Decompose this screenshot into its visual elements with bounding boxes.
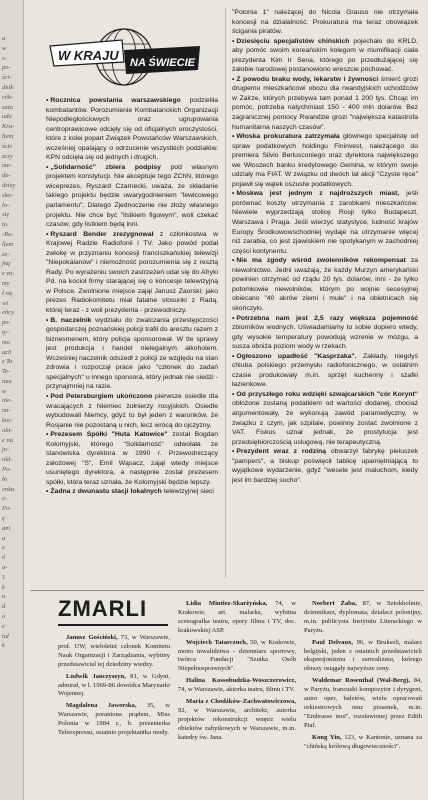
news-item [232, 390, 418, 447]
obituaries-column-3 [304, 600, 422, 796]
bullet-icon: • [46, 392, 49, 400]
news-item [232, 189, 418, 256]
gutter-fragment: o [2, 613, 6, 621]
gutter-fragment: kro- [2, 417, 13, 425]
obituary-entry [58, 702, 170, 738]
news-item [232, 132, 418, 189]
gutter-fragment: ści- [2, 74, 12, 82]
news-item-lead: B. naczelnik [50, 316, 92, 324]
obituary-text: 92, w Warszawie, architekt, autorka projektów rekonstrukcji wnętrz wielu obiektów zabytkowych w Warszawie, m.in. katedry św. Jana. [178, 706, 296, 741]
gutter-fragment: nau [2, 377, 12, 385]
obituary-entry [178, 639, 296, 675]
gutter-fragment: ltem [2, 132, 14, 140]
gutter-fragment: e za- [2, 270, 15, 278]
news-item [232, 447, 418, 485]
news-item-lead: Dziesięciu specjalistów chińskich [236, 37, 350, 45]
gutter-fragment: s- [2, 54, 7, 62]
gutter-fragment: w [2, 44, 7, 52]
news-item-text: obłożone zostaną podatkiem od wartości dodanej, chociaż argumentowały, że wykonują zawód paramedyczny, w związku z czym, jak szpitale, powinny zostać zwolnione z VAT. Fiskus uznał jednak, że prostytucja jest przedsiębiorczością uslugową, nie terapeutyczną. [232, 400, 418, 446]
bullet-icon: • [46, 316, 49, 324]
gutter-fragment: me- [2, 162, 12, 170]
obituary-entry [304, 600, 422, 636]
gutter-fragment: rób- [2, 93, 14, 101]
news-item-text: śmierć grozi drugiemu mieszkańcowi obozu dla rwandyjskich uchodźców w Zairze, których przebywa tam ponad 1 200 tys. Chcąc im pomóc, potrzeba natychmiast 150 - 400 mln dolarów. Bez zagranicznej pomocy Rwandzie grozi "największa katastrofa humanitarna naszych czasów". [232, 75, 418, 131]
gutter-fragment: -Ro- [2, 230, 14, 238]
obituary-name: Norbert Żaba, [312, 600, 357, 607]
obituary-entry [178, 600, 296, 636]
bullet-icon: • [232, 257, 235, 265]
gutter-fragment: e na [2, 436, 14, 444]
gutter-fragment: uda [2, 113, 12, 121]
obituary-text: 87, w Sztokholmie, dziennikarz, dyplomata, działacz polonijny, m.in. publicysta Instytutu Literackiego w Paryżu. [304, 600, 422, 634]
obituary-text: 123, w Kantonie, uznana za "chińską królową długowieczności". [304, 733, 422, 750]
gutter-fragment: nie- [2, 397, 13, 405]
gutter-fragment: ł się [2, 289, 13, 297]
gutter-fragment: ó [2, 554, 6, 562]
gutter-fragment: łn [2, 475, 8, 483]
gutter-fragment: llem [2, 240, 14, 248]
news-item-lead: Ryszard Bender zrezygnował [50, 230, 154, 238]
news-item-text: wydziału do zwalczania przestępczości gospodarczej poznańskiej policji trafił do aresztu razem z biznesmenem, który policja sponsorował. W tle sprawy jest produkcja i handel nielegalnym alkoholem. Wcześniej naczelnik odszedł z policji ze względu na stan zdrowia i rozpoczął prace jako "członek do zadań specjalnych" u innego sponsora, który jednak nie siedzi - przynajmniej na razie. [46, 316, 218, 391]
gutter-fragment: z Ta [2, 358, 13, 366]
news-item-text: zbiorników wodnych. Uświadamiamy to sobie dopiero wtedy, gdy wysokie temperatury powodują wzrenie w mózgu, a susza obniża poziom wody w rzekach. [232, 324, 418, 351]
gutter-fragment: Po- [2, 466, 12, 474]
bullet-icon: • [232, 75, 235, 83]
gutter-fragment: ze- [2, 250, 10, 258]
gutter-fragment: e- [2, 495, 8, 503]
gutter-fragment: Po- [2, 505, 12, 513]
gutter-fragment: my [2, 279, 10, 287]
bullet-icon: • [232, 352, 235, 360]
news-item-lead: Prezesem Spółki "Huta Katowice" [50, 431, 168, 439]
logo-text-1: W KRAJU [58, 48, 119, 63]
news-item [46, 230, 218, 316]
obituary-entry [58, 673, 170, 700]
gutter-fragment: mo [2, 338, 10, 346]
gutter-fragment: enka [2, 485, 15, 493]
obituary-entry [304, 734, 422, 752]
obituary-text: 50, w Krakowie, mono inwalidztwa - dzienniarz sportowy, twórca Fundacji "Szutka Osób Niepełnosprawnych". [178, 638, 296, 673]
news-item [46, 163, 218, 230]
globe-icon [44, 28, 204, 86]
news-item [46, 392, 218, 430]
obituary-name: Halina Kossobudzka-Woszczerowicz, [186, 677, 296, 685]
gutter-fragment: mi- [2, 407, 11, 415]
news-item-text: "Polonia 1" należącej do Nicola Grauso nie otrzymała koncesji na działalność. Prokuratura ma teraz obowiązek ścigania piratów. [232, 9, 418, 36]
gutter-fragment: d [2, 603, 6, 611]
obituary-entry [304, 677, 422, 730]
bullet-icon: • [232, 37, 235, 45]
obituary-text: 74, w Warszawie, aktorka teatru, filmu i TV. [178, 686, 295, 694]
gutter-fragment: jo- [2, 446, 10, 454]
obituary-text: 84, w Paryżu, francuski kompozytor i dyrygent, autor oper, baletów, wielu opracowań orkiestrowych oraz piosenek, m.in. "Embrasse moi", rozsławionej przez Edith Piaf. [304, 677, 422, 729]
news-item-lead: Włoska prokuratura zatrzymała [236, 133, 340, 141]
news-item-text: jeśli porównać koszty utrzymania z zarobkami mieszkańców. Niewiele wyprzedzają stolicę Rosji tylko Budapeszt, Warszawa i Praga. Jeśli wierzyć statystyce, ludność krajów Europy Środkowowschodniej wydaje na utrzymanie więcej niż zarabia, co jest zjawiskiem nie spotykanym w zachodniej części kontynentu. [232, 190, 418, 255]
news-item-text: pojechało do KRLD, aby pomóc swoim koreańskim kolegom w mumifikacji ciała prezydenta Kim Ir Sena, którego po przedłużającej się żałobie narodowej postanowiono wreszcie pochować. [232, 37, 418, 74]
news-item-lead: Ogłoszono upadłość "Kasprzaka". [236, 352, 357, 360]
gutter-fragment: e [2, 544, 5, 552]
bullet-icon: • [232, 133, 235, 141]
obituary-name: Kong Yin, [312, 733, 342, 741]
bullet-icon: • [46, 97, 49, 104]
obituary-entry [178, 698, 296, 743]
news-item-lead: Potrzebna nam jest 2,5 razy większa pojemność [236, 314, 418, 322]
obituary-name: Ludwik Janczyszyn, [66, 672, 126, 680]
gutter-fragment: w [2, 387, 7, 395]
news-item-lead: Moskwa jest jednym z najdroższych miast, [236, 190, 400, 198]
gutter-fragment: e [2, 622, 5, 630]
gutter-fragment: po- [2, 319, 11, 327]
bullet-icon: • [46, 163, 49, 171]
news-item-text: pod własnym projektem konstytucji. Nie akceptuje tego ZChN, którego wiceprezes, Ryszard Czarnecki, uważa, że składanie takiego projektu będzie uwarygodnieniem "lewicowego parlamentu". Dlatego Zjednoczenie nie złoży własnego projektu. Nie chce być "listkiem figowym", woli czekać czasów, gdy listkiem będą inni. [46, 163, 218, 229]
bullet-icon: • [232, 314, 235, 322]
obituary-name: Magdalena Jaworska, [66, 702, 137, 710]
news-item-lead: Prezydent wraz z rodziną [236, 448, 327, 456]
news-item-text: telewizyjnej sieci [161, 488, 214, 496]
obituary-text: 81, w Gdyni, admirał, w l. 1969-86 dowódca Marynarki Wojennej. [58, 672, 170, 698]
gutter-fragment: ę [2, 515, 5, 523]
gutter-fragment: zata [2, 103, 13, 111]
news-item-lead: „Solidarność" zbiera podpisy [50, 163, 161, 171]
gutter-fragment: tał [2, 632, 9, 640]
news-item [232, 75, 418, 132]
obituary-entry [304, 639, 422, 675]
bullet-icon: • [232, 390, 235, 398]
bullet-icon: • [46, 230, 49, 238]
logo-text-2: NA ŚWIECIE [130, 57, 195, 69]
news-item-text: podzieliła kombatantów. Porozumienie Kombatanckich Organizacji Niepodległościowych oraz ugrupowania centroprawicowe odcięły się od oficjalnych uroczystości, które z kolei popart Związek Powstańców Warszawskich, wcześniej opalający o odrzucenie wszystkich podziałów. KPN odcięła się od jednych i drugich. [46, 97, 218, 162]
gutter-fragment: ście [2, 142, 13, 150]
gutter-fragment: a- [2, 564, 8, 572]
news-item [232, 352, 418, 390]
column-divider [225, 8, 226, 578]
news-item [46, 96, 218, 163]
gutter-fragment: się [2, 211, 10, 219]
gutter-fragment: old- [2, 456, 13, 464]
news-item-lead: Rocznica powstania warszawskiego [50, 97, 181, 104]
gutter-fragment: Te- [2, 368, 11, 376]
news-item [46, 316, 218, 392]
adjacent-page-edge [0, 0, 24, 800]
news-item-lead: Od przyszłego roku wdzięki szwajcarskich "cór Korynt" [236, 390, 418, 398]
obituaries-heading: ZMARLI [58, 596, 168, 626]
obituary-name: Wojciech Tatarczuch, [186, 638, 248, 646]
gutter-fragment: a [2, 534, 6, 542]
news-item [232, 37, 418, 75]
gutter-fragment: to. [2, 221, 9, 229]
news-item-lead: Żadna z dwunastu stacji lokalnych [50, 488, 162, 496]
news-item-lead: Z powodu braku wody, lekarstw i żywności [236, 75, 379, 83]
bullet-icon: • [232, 448, 235, 456]
gutter-fragment: ani [2, 524, 11, 532]
obituary-entry [178, 677, 296, 695]
gutter-fragment: o [2, 593, 6, 601]
obituary-text: 96, w Brukseli, malarz belgijski, jeden z ostatnich przedstawicieli ekspresjonizmu i surrealizmu, którego obrazy osiągały najwyższe ceny. [304, 638, 422, 673]
news-item-text: został Bogdan Kołomyjski, którego "Solidarność" odwołała ze stanowiska dyrektora w 1990 r. Przewodniczący założowej "S", Emil Wąsacz, zajął wtedy miejsce usuniętego dyrektora, a następnie został prezesem spółki, która teraz uznała, że Kołomyjski będzie lepszy. [46, 431, 218, 486]
news-column-right [232, 8, 418, 580]
gutter-fragment: obi- [2, 426, 13, 434]
obituary-name: Paul Delvaux, [312, 638, 354, 646]
news-item [232, 8, 418, 37]
news-item [232, 256, 418, 313]
gutter-fragment: dziey [2, 181, 16, 189]
news-item-lead: Nie ma zgody wśród zwolenników rekompensat [236, 257, 406, 265]
obituary-text: 35, w Warszawie, poraniona prądem, Miss Polonia w 1984 r., b. prezenterka Teleexpressu, ostatnio projektantka mody. [58, 702, 170, 737]
news-column-left [46, 96, 218, 578]
news-item-text: z członkostwa w Krajowej Radzie Radiofonii i TV. Jako powód podał zwłokę w przyznaniu koncesji franciszkańskiej telewizji "Niepokalanów" i niemożność porozumienia się z resztą Rady. Po wyrażeniu swoich zastrzeżeń udał się do Afryki Pd. na kocioł firmy starającej się o koncesje telewizyjną w Polsce. Zwolnione miejsce zajął Janusz Zaorski; jako prezes Radiokomitetu miał fatalne stosunki z Radą, której teraz - z woli prezydenta - przewodniczy. [46, 230, 218, 315]
gutter-fragment: 1 [2, 573, 6, 581]
obituary-entry [58, 634, 170, 670]
gutter-fragment: zczy [2, 152, 13, 160]
gutter-fragment: dnik [2, 83, 14, 91]
news-item [232, 314, 418, 352]
obituary-text: 74, w Krakowie, art. malarka, wybitna scenografka teatru, opery filmu i TV, doc. krakowskiej ASP. [178, 600, 296, 634]
news-item-lead: Pod Petersburgiem ukończono [50, 392, 153, 400]
gutter-fragment: eńcy [2, 309, 14, 317]
news-item [46, 487, 218, 497]
bullet-icon: • [46, 431, 49, 439]
news-item-text: obwarzył fabrykę pieluszek "pampers", a biskup poświęcił tablicę upamiętniającą to wyjątkowe wydarzenie, gdyż "wesele jest maluchom, kiedy jest im bardziej sucho". [232, 448, 418, 484]
gutter-fragment: ach [2, 348, 12, 356]
gutter-fragment: ło- [2, 201, 10, 209]
section-divider [30, 590, 424, 591]
news-item [46, 430, 218, 487]
news-item-text: za niewolnictwo. Jedni uważają, że każdy Murzyn amerykański powinien otrzymać od rządu 20 tys. dolarów, inni - że tylko potomkowie niewolników, którym po wojnie secesyjnej obiecano "40 akrów ziemi i mułe" i na obietnicach się skończyło. [232, 257, 418, 312]
bullet-icon: • [46, 488, 49, 496]
gutter-fragment: do- [2, 172, 11, 180]
obituaries-column-2 [178, 600, 296, 796]
obituary-name: Maria z Chodźków-Zachwatowiczowa, [186, 698, 296, 706]
news-item-text: pierwsze osiedle dla wracających z Niemiec żołnierzy rosyjskich. Osiedle wybudowali Niemcy, gdyż to był jeden z warunków, że Rosjanie nie pozostaną u nich, lecz wrócą do ojczyzny. [46, 392, 218, 429]
news-item-text: głównego specjalistę od spraw podatkowych holdingu Fininvest, należącego do premiera Silvio Berlusconiego oraz dyrektora największego we Włoszech banku kredytowego Gemina, w którym swoje udziały ma FIAT. W związku od dwóch lat akcji "Czyste ręce" pojawił się wątek oszustw podatkowych. [232, 133, 418, 188]
gutter-fragment: wi [2, 299, 9, 307]
obituary-text: 73, w Warszawie, prof. UW, wieloletni członek Komitetu Nauk Organizacji i Zarządzania, wybitny przedstawiciel tej dziedziny wiedzy. [58, 634, 170, 668]
obituary-name: Lidia Mintiez-Skarżyńska, [186, 600, 268, 607]
gutter-fragment: a [2, 35, 6, 42]
gutter-fragment: po- [2, 64, 11, 72]
obituary-name: Janusz Gościński, [66, 634, 118, 641]
gutter-fragment: sko- [2, 191, 13, 199]
gutter-fragment: jną [2, 260, 11, 268]
obituaries-column-1 [58, 634, 170, 796]
news-item-text: Zakłady, niegdyś chluba polskiego przemysłu radiofonicznego, w ostatnim czasie produkowały m.in. sprzęt kuchenny i szafki łazienkowe. [232, 352, 418, 389]
section-logo [44, 28, 204, 86]
gutter-fragment: Kra- [2, 123, 15, 131]
gutter-fragment: k [2, 583, 5, 591]
gutter-fragment: k [2, 642, 5, 650]
gutter-fragment: ty- [2, 328, 9, 336]
bullet-icon: • [232, 190, 235, 198]
obituary-name: Waldemar Rosenthal (Wal-Berg), [312, 677, 411, 685]
